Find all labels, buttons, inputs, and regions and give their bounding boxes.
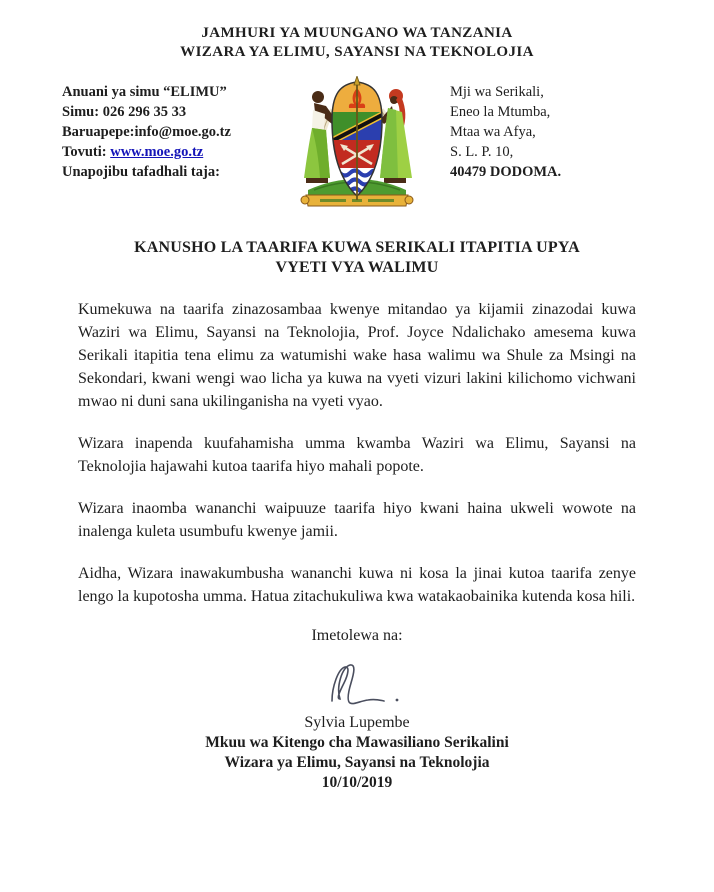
signatory-name: Sylvia Lupembe: [304, 714, 410, 731]
letterhead: [0, 24, 714, 62]
contact-block: [62, 82, 231, 182]
address-line: Mtaa wa Afya,: [450, 124, 536, 140]
address-line: Mji wa Serikali,: [450, 84, 544, 100]
handwritten-signature-icon: [302, 659, 412, 711]
ministry-title: WIZARA YA ELIMU, SAYANSI NA TEKNOLOJIA: [180, 44, 534, 60]
email-address: Baruapepe:info@moe.go.tz: [62, 124, 231, 140]
paragraph: Wizara inapenda kuufahamisha umma kwamba Waziri wa Elimu, Sayansi na Teknolojia hajawahi kutoa taarifa hiyo mahali popote.: [78, 435, 636, 475]
signatory-ministry: Wizara ya Elimu, Sayansi na Teknolojia: [224, 754, 490, 771]
paragraph: Aidha, Wizara inawakumbusha wananchi kuwa ni kosa la jinai kutoa taarifa zenye lengo la kupotosha umma. Hatua zitachukuliwa kwa watakaobainika kutenda kosa hili.: [78, 565, 636, 605]
paragraph: Wizara inaomba wananchi waipuuze taarifa hiyo kwani haina ukweli wowote na inalenga kuleta usumbufu kwenye jamii.: [78, 500, 636, 540]
website-line: [62, 142, 231, 162]
signatory-title: Mkuu wa Kitengo cha Mawasiliano Serikalini: [205, 734, 509, 751]
issued-by-label: Imetolewa na:: [311, 627, 403, 644]
website-link[interactable]: www.moe.go.tz: [110, 144, 204, 160]
tanzania-coat-of-arms-icon: [292, 76, 422, 210]
signature-block: [0, 659, 714, 793]
address-line: S. L. P. 10,: [450, 144, 514, 160]
address-city: 40479 DODOMA.: [450, 164, 562, 180]
document-date: 10/10/2019: [321, 774, 393, 791]
paragraph: Kumekuwa na taarifa zinazosambaa kwenye mitandao ya kijamii zinazodai kuwa Waziri wa Elimu, Sayansi na Teknolojia, Prof. Joyce Ndalichako amesema kuwa Serikali itapitia tena elimu za watumishi wake hasa walimu wa Shule za Msingi na Sekondari, kwani wengi wao licha ya kuwa na vyeti vizuri lakini kilichomo vichwani mwao ni duni sana ukilinganisha na vyeti vyao.: [78, 301, 636, 410]
address-block: [450, 82, 561, 182]
letterhead-info-row: [0, 78, 714, 210]
telegraph-address: Anuani ya simu “ELIMU”: [62, 84, 227, 100]
document-title-line2: VYETI VYA WALIMU: [275, 259, 439, 276]
document-title: [0, 238, 714, 278]
document-body: [78, 298, 636, 608]
address-line: Eneo la Mtumba,: [450, 104, 551, 120]
reply-note: Unapojibu tafadhali taja:: [62, 164, 220, 180]
country-title: JAMHURI YA MUUNGANO WA TANZANIA: [201, 25, 513, 41]
website-label: Tovuti:: [62, 144, 111, 160]
phone-number: Simu: 026 296 35 33: [62, 104, 187, 120]
document-title-line1: KANUSHO LA TAARIFA KUWA SERIKALI ITAPITIA UPYA: [134, 239, 580, 256]
